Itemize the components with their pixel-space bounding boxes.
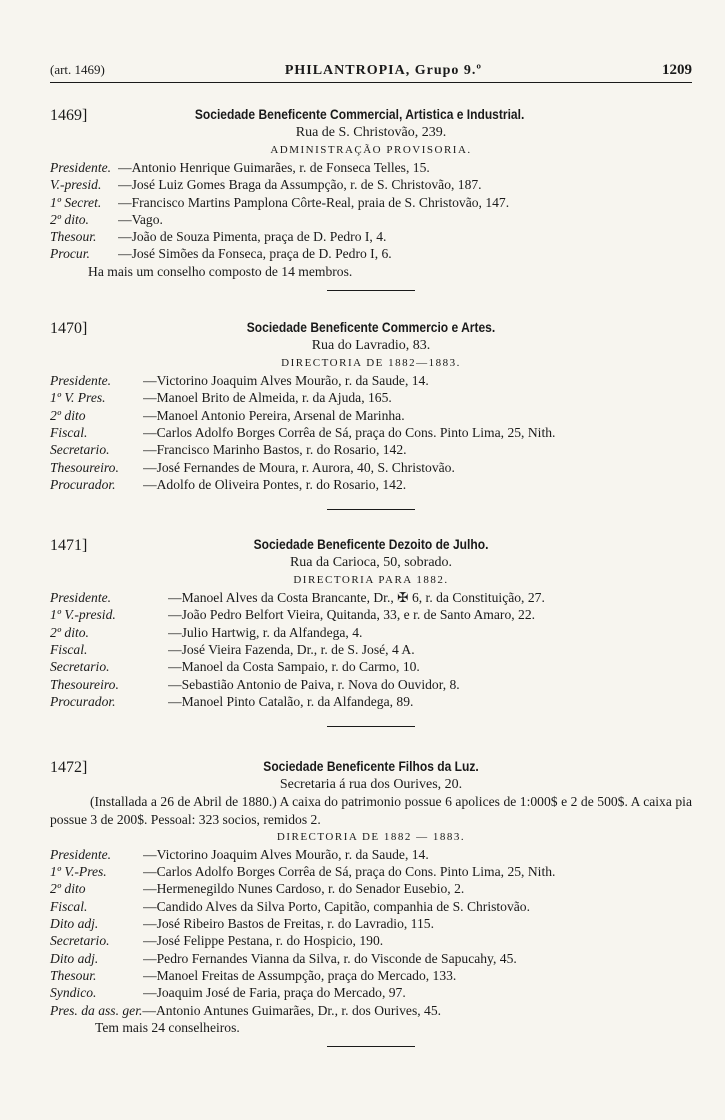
member-name: —Joaquim José de Faria, praça do Mercado, 97. [143, 985, 406, 1001]
member-row [50, 950, 692, 967]
member-name: —Victorino Joaquim Alves Mourão, r. da Saude, 14. [143, 846, 429, 862]
member-role: Presidente. [50, 160, 112, 175]
member-name: —José Felippe Pestana, r. do Hospicio, 190. [143, 933, 384, 949]
member-role: V.-presid. [50, 177, 102, 193]
member-role: Thesoureiro. [50, 459, 119, 475]
member-row [50, 424, 692, 441]
society-address: Rua de S. Christovão, 239. [295, 125, 447, 140]
member-name: —Manoel Brito de Almeida, r. da Ajuda, 165. [143, 390, 392, 406]
member-row [50, 159, 692, 176]
member-role: 1º V.-Pres. [50, 864, 107, 880]
member-role: Secretario. [50, 442, 110, 458]
member-role: Thesoureiro. [50, 676, 119, 692]
member-row [50, 407, 692, 424]
member-name: —José Vieira Fazenda, Dr., r. de S. José, 4 A. [168, 642, 415, 658]
member-row [50, 389, 692, 406]
member-row [50, 967, 692, 984]
member-row [50, 459, 692, 476]
member-role: Procur. [50, 246, 90, 262]
member-row [50, 624, 692, 641]
board-title: ADMINISTRAÇÃO PROVISORIA. [270, 144, 472, 156]
member-name: —Candido Alves da Silva Porto, Capitão, companhia de S. Christovão. [143, 898, 531, 914]
member-role: Thesour. [50, 229, 97, 245]
society-address: Rua do Lavradio, 83. [311, 338, 431, 354]
member-name: —Julio Hartwig, r. da Alfandega, 4. [168, 624, 363, 640]
member-role: Pres. da ass. ger. [50, 1002, 143, 1018]
member-name: —João de Souza Pimenta, praça de D. Pedro I, 4. [118, 229, 387, 245]
member-row [50, 194, 692, 211]
member-role: Fiscal. [50, 898, 88, 914]
member-name: —Antonio Henrique Guimarães, r. de Fonseca Telles, 15. [118, 160, 430, 175]
member-role: Fiscal. [50, 642, 88, 658]
member-row [50, 880, 692, 897]
member-name: —Manoel Antonio Pereira, Arsenal de Marinha. [143, 407, 405, 423]
member-name: —Hermenegildo Nunes Cardoso, r. do Senador Eusebio, 2. [143, 881, 465, 897]
member-role: Procurador. [50, 693, 116, 709]
member-role: 2º dito. [50, 211, 89, 227]
member-row [50, 915, 692, 932]
society-name: Sociedade Beneficente Dezoito de Julho. [253, 536, 489, 553]
page-header [50, 62, 692, 83]
entry-1472 [50, 757, 692, 1036]
member-role: 2º dito [50, 407, 86, 423]
member-role: Presidente. [50, 590, 112, 606]
member-row [50, 245, 692, 262]
member-role: Dito adj. [50, 950, 99, 966]
member-role: 1º V.-presid. [50, 607, 116, 623]
section-divider [327, 290, 415, 291]
society-name: Sociedade Beneficente Filhos da Luz. [263, 758, 479, 775]
board-title: DIRECTORIA PARA 1882. [293, 574, 449, 587]
member-row [50, 441, 692, 458]
member-name: —Vago. [118, 211, 163, 227]
member-name: —Manoel Pinto Catalão, r. da Alfandega, 89. [168, 693, 414, 709]
member-name: —Victorino Joaquim Alves Mourão, r. da Saude, 14. [143, 373, 429, 389]
member-role: 2º dito [50, 881, 86, 897]
member-row [50, 176, 692, 193]
society-description: (Installada a 26 de Abril de 1880.) A caixa do patrimonio possue 6 apolices de 1:000$ e 2 de 500$. A caixa pia possue 3 de 200$. Pessoal: 323 socios, remidos 2. [50, 794, 692, 827]
member-name: —Pedro Fernandes Vianna da Silva, r. do Visconde de Sapucahy, 45. [143, 950, 517, 966]
member-name: —Manoel Alves da Costa Brancante, Dr., ✠ 6, r. da Constituição, 27. [168, 590, 545, 606]
section-divider [327, 726, 415, 727]
member-row [50, 641, 692, 658]
entry-1470 [50, 318, 692, 493]
member-name: —Francisco Martins Pamplona Côrte-Real, praia de S. Christovão, 147. [118, 194, 510, 210]
member-name: —José Ribeiro Bastos de Freitas, r. do Lavradio, 115. [143, 916, 434, 932]
member-name: —José Simões da Fonseca, praça de D. Pedro I, 6. [118, 246, 392, 262]
member-name: —Adolfo de Oliveira Pontes, r. do Rosario, 142. [143, 476, 407, 492]
member-role: Thesour. [50, 967, 97, 983]
member-name: —Manoel da Costa Sampaio, r. do Carmo, 10. [168, 659, 420, 675]
member-row [50, 211, 692, 228]
entry-number: 1471] [50, 537, 88, 555]
member-row [50, 846, 692, 863]
document-page [50, 62, 692, 1047]
member-name: —José Fernandes de Moura, r. Aurora, 40, S. Christovão. [143, 459, 455, 475]
entry-number: 1469] [50, 107, 88, 124]
member-role: Fiscal. [50, 424, 88, 440]
member-row [50, 898, 692, 915]
member-role: Dito adj. [50, 916, 99, 932]
page-number: 1209 [661, 62, 692, 78]
member-row [50, 658, 692, 675]
board-title: DIRECTORIA DE 1882—1883. [281, 357, 461, 370]
member-name: —Francisco Marinho Bastos, r. do Rosario, 142. [143, 442, 407, 458]
member-name: —Manoel Freitas de Assumpção, praça do Mercado, 133. [143, 967, 457, 983]
society-name: Sociedade Beneficente Commercio e Artes. [246, 319, 496, 336]
board-title: DIRECTORIA DE 1882 — 1883. [276, 830, 466, 843]
member-role: 1º V. Pres. [50, 390, 106, 406]
member-row [50, 693, 692, 710]
section-divider [327, 1046, 415, 1047]
entry-1471 [50, 535, 692, 710]
entry-number: 1470] [50, 320, 88, 338]
member-name: —José Luiz Gomes Braga da Assumpção, r. de S. Christovão, 187. [118, 177, 482, 193]
member-role: Secretario. [50, 659, 110, 675]
member-row [50, 863, 692, 880]
member-row [50, 984, 692, 1001]
member-row [50, 228, 692, 245]
member-role: Presidente. [50, 846, 112, 862]
running-title: PHILANTROPIA, Grupo 9.º [284, 63, 483, 78]
member-row [50, 606, 692, 623]
member-name: —João Pedro Belfort Vieira, Quitanda, 33, e r. de Santo Amaro, 22. [168, 607, 536, 623]
member-role: Secretario. [50, 933, 110, 949]
entry-note: Tem mais 24 conselheiros. [95, 1019, 240, 1035]
member-row [50, 1002, 692, 1019]
member-row [50, 589, 692, 606]
member-name: —Carlos Adolfo Borges Corrêa de Sá, praça do Cons. Pinto Lima, 25, Nith. [143, 424, 556, 440]
member-name: —Sebastião Antonio de Paiva, r. Nova do Ouvidor, 8. [168, 676, 460, 692]
entry-number: 1472] [50, 759, 88, 777]
member-row [50, 676, 692, 693]
entry-note: Ha mais um conselho composto de 14 membros. [88, 263, 353, 279]
article-range: (art. 1469) [50, 62, 105, 77]
society-address: Secretaria á rua dos Ourives, 20. [279, 777, 463, 793]
society-name: Sociedade Beneficente Commercial, Artistica e Industrial. [194, 106, 525, 122]
section-divider [327, 509, 415, 510]
member-row [50, 476, 692, 493]
entry-1469 [50, 105, 692, 280]
member-name: —Antonio Antunes Guimarães, Dr., r. dos Ourives, 45. [142, 1002, 442, 1018]
member-name: —Carlos Adolfo Borges Corrêa de Sá, praça do Cons. Pinto Lima, 25, Nith. [143, 864, 556, 880]
member-role: Syndico. [50, 985, 97, 1001]
member-row [50, 372, 692, 389]
member-role: 2º dito. [50, 624, 89, 640]
member-role: 1º Secret. [50, 194, 102, 210]
member-role: Procurador. [50, 476, 116, 492]
member-role: Presidente. [50, 373, 112, 389]
society-address: Rua da Carioca, 50, sobrado. [289, 555, 453, 571]
member-row [50, 932, 692, 949]
